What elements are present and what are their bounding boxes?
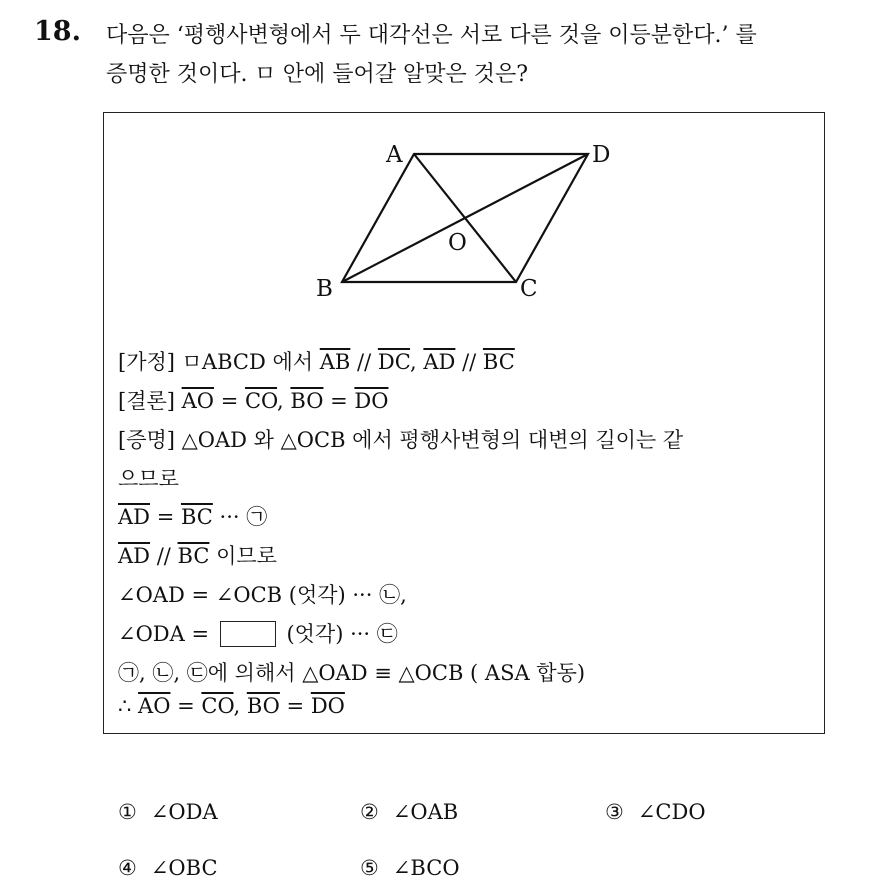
proof-line1: [증명] △OAD 와 △OCB 에서 평행사변형의 대변의 길이는 같 [118, 428, 684, 452]
segment-co: $\overline{CO}$ [201, 694, 234, 718]
question-text-line2: 증명한 것이다. ㅁ 안에 들어갈 알맞은 것은? [106, 62, 529, 87]
proof-step1 [118, 501, 267, 531]
step4-prefix: ∠ODA = [118, 622, 216, 646]
option-5[interactable] [360, 856, 460, 880]
option-3[interactable] [605, 800, 706, 824]
step-marker: ··· ㉠ [212, 505, 268, 529]
comma: , [233, 694, 247, 718]
option-text: ∠BCO [392, 856, 460, 880]
proof-step2 [118, 540, 277, 570]
vertex-label-a: A [386, 142, 403, 168]
vertex-label-b: B [316, 276, 333, 302]
parallel-sign: // [150, 544, 178, 568]
comma: , [277, 389, 291, 413]
therefore-sign: ∴ [118, 694, 139, 718]
segment-bc: $\overline{BC}$ [177, 544, 210, 568]
proof-step4 [118, 618, 398, 648]
comma: , [410, 350, 424, 374]
conclusion-prefix: [결론] [118, 389, 182, 413]
equals-sign: = [170, 694, 202, 718]
parallel-sign: // [350, 350, 378, 374]
step-tail: 이므로 [209, 544, 277, 568]
vertex-label-d: D [592, 142, 611, 168]
option-text: ∠OBC [150, 856, 218, 880]
option-text: ∠OAB [392, 800, 459, 824]
segment-bo: $\overline{BO}$ [290, 389, 324, 413]
assumption-prefix: [가정] ㅁABCD 에서 [118, 350, 320, 374]
segment-do: $\overline{DO}$ [310, 694, 345, 718]
option-text: ∠ODA [150, 800, 218, 824]
equals-sign: = [150, 505, 181, 529]
option-number: ⑤ [360, 856, 379, 880]
segment-ad: $\overline{AD}$ [423, 350, 456, 374]
option-number: ④ [118, 856, 137, 880]
option-1[interactable] [118, 800, 218, 824]
parallel-sign: // [455, 350, 483, 374]
option-2[interactable] [360, 800, 458, 824]
option-4[interactable] [118, 856, 218, 880]
segment-ad: $\overline{AD}$ [118, 544, 151, 568]
center-label-o: O [448, 230, 467, 256]
segment-bc: $\overline{BC}$ [180, 505, 213, 529]
proof-line2: 으므로 [118, 467, 179, 491]
segment-bo: $\overline{BO}$ [246, 694, 280, 718]
option-text: ∠CDO [637, 800, 706, 824]
step4-tail: (엇각) ··· ㉢ [279, 622, 398, 646]
segment-do: $\overline{DO}$ [354, 389, 389, 413]
vertex-label-c: C [520, 276, 538, 302]
segment-ad: $\overline{AD}$ [118, 505, 151, 529]
option-number: ③ [605, 800, 624, 824]
question-number: 18. [34, 16, 81, 47]
option-number: ② [360, 800, 379, 824]
parallelogram-figure [308, 132, 648, 304]
assumption-line [118, 346, 515, 376]
answer-blank-box [220, 621, 276, 647]
option-number: ① [118, 800, 137, 824]
equals-sign: = [323, 389, 355, 413]
segment-ao: $\overline{AO}$ [181, 389, 215, 413]
question-text-line1: 다음은 ‘평행사변형에서 두 대각선은 서로 다른 것을 이등분한다.’ 를 [106, 23, 757, 48]
proof-step6 [118, 694, 345, 718]
conclusion-line [118, 385, 388, 415]
segment-bc: $\overline{BC}$ [482, 350, 515, 374]
segment-dc: $\overline{DC}$ [377, 350, 411, 374]
segment-ao: $\overline{AO}$ [138, 694, 171, 718]
proof-step3: ∠OAD = ∠OCB (엇각) ··· ㉡, [118, 583, 407, 607]
equals-sign: = [279, 694, 311, 718]
segment-co: $\overline{CO}$ [244, 389, 278, 413]
proof-step5: ㉠, ㉡, ㉢에 의해서 △OAD ≡ △OCB ( ASA 합동) [118, 661, 586, 685]
equals-sign: = [214, 389, 245, 413]
segment-ab: $\overline{AB}$ [319, 350, 351, 374]
